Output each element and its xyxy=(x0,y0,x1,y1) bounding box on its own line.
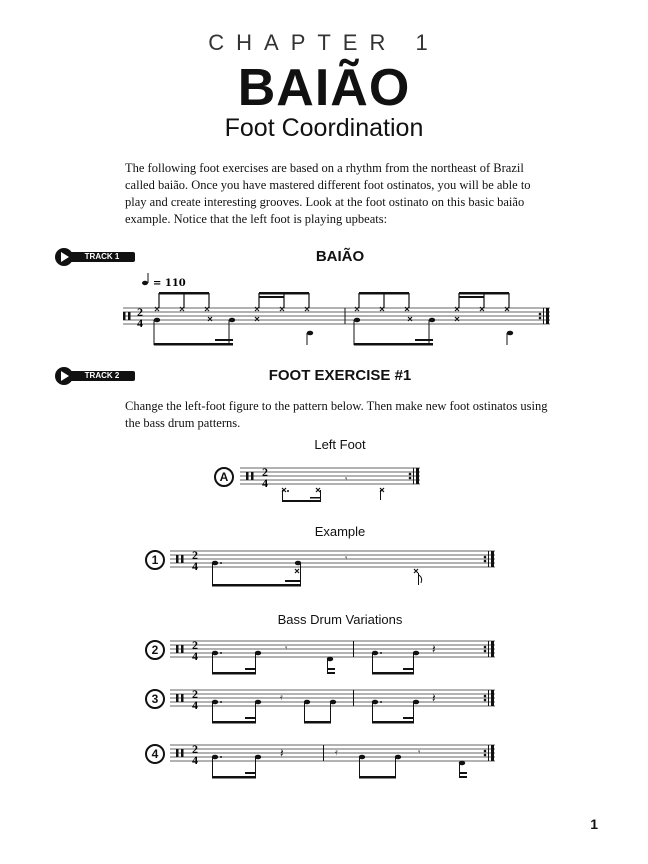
svg-text:𝄾: 𝄾 xyxy=(345,553,348,563)
left-foot-staff xyxy=(240,460,425,510)
time-signature xyxy=(137,305,143,330)
track-2-label: TRACK 2 xyxy=(69,371,135,381)
svg-text:4: 4 xyxy=(192,698,198,712)
hihat-beams-m2 xyxy=(359,292,509,298)
tempo-text: = 110 xyxy=(153,278,186,289)
svg-text:4: 4 xyxy=(262,476,268,490)
svg-text:𝄽: 𝄽 xyxy=(280,746,284,760)
svg-text:𝄿: 𝄿 xyxy=(335,747,338,757)
baiao-staff xyxy=(115,270,555,350)
svg-text:𝄾: 𝄾 xyxy=(345,474,348,484)
variation-3-staff xyxy=(170,682,500,732)
tempo-marking xyxy=(142,273,186,289)
svg-text:𝄾: 𝄾 xyxy=(285,643,288,653)
svg-text:4: 4 xyxy=(192,559,198,573)
variation-4-staff xyxy=(170,737,500,787)
foot-exercise-heading: FOOT EXERCISE #1 xyxy=(268,367,412,384)
marker-4: 4 xyxy=(145,744,165,764)
marker-a: A xyxy=(214,467,234,487)
chapter-label: CHAPTER 1 xyxy=(208,30,440,55)
svg-text:𝄿: 𝄿 xyxy=(280,692,283,702)
exercise-paragraph: Change the left-foot figure to the pattern below. Then make new foot ostinatos using the bass drum patterns. xyxy=(125,399,548,430)
variations-label: Bass Drum Variations xyxy=(277,612,403,627)
track-1-badge[interactable] xyxy=(55,248,135,266)
svg-text:2: 2 xyxy=(137,305,143,319)
svg-text:2: 2 xyxy=(192,687,198,701)
left-foot-label: Left Foot xyxy=(314,437,366,452)
marker-2: 2 xyxy=(145,640,165,660)
example-staff xyxy=(170,543,500,593)
track-1-label: TRACK 1 xyxy=(69,252,135,262)
svg-text:2: 2 xyxy=(192,742,198,756)
page-title: BAIÃO xyxy=(237,59,411,117)
svg-text:4: 4 xyxy=(137,316,143,330)
page-subtitle: Foot Coordination xyxy=(224,114,424,142)
marker-3: 3 xyxy=(145,689,165,709)
foot-notes-m1 xyxy=(154,318,314,346)
intro-paragraph: The following foot exercises are based on a rhythm from the northeast of Brazil called baião. Once you have mastered different foot ostinatos, you will be able to play and create interesting grooves. Look at the foot ostinato on this basic baião example. Notice that the left foot is playing upbeats: xyxy=(125,161,531,226)
example-label: Example xyxy=(314,524,366,539)
svg-text:2: 2 xyxy=(262,465,268,479)
variation-2-staff xyxy=(170,633,500,683)
page-number: 1 xyxy=(590,816,598,832)
svg-text:𝄾: 𝄾 xyxy=(418,747,421,757)
svg-text:𝄽: 𝄽 xyxy=(432,691,436,705)
svg-text:𝄽: 𝄽 xyxy=(432,642,436,656)
svg-text:4: 4 xyxy=(192,649,198,663)
marker-1: 1 xyxy=(145,550,165,570)
track-2-badge[interactable] xyxy=(55,367,135,385)
svg-text:2: 2 xyxy=(192,548,198,562)
baiao-heading: BAIÃO xyxy=(315,248,365,265)
hihat-beams-m1 xyxy=(159,292,309,298)
svg-text:4: 4 xyxy=(192,753,198,767)
svg-text:2: 2 xyxy=(192,638,198,652)
foot-notes-m2 xyxy=(354,318,514,346)
